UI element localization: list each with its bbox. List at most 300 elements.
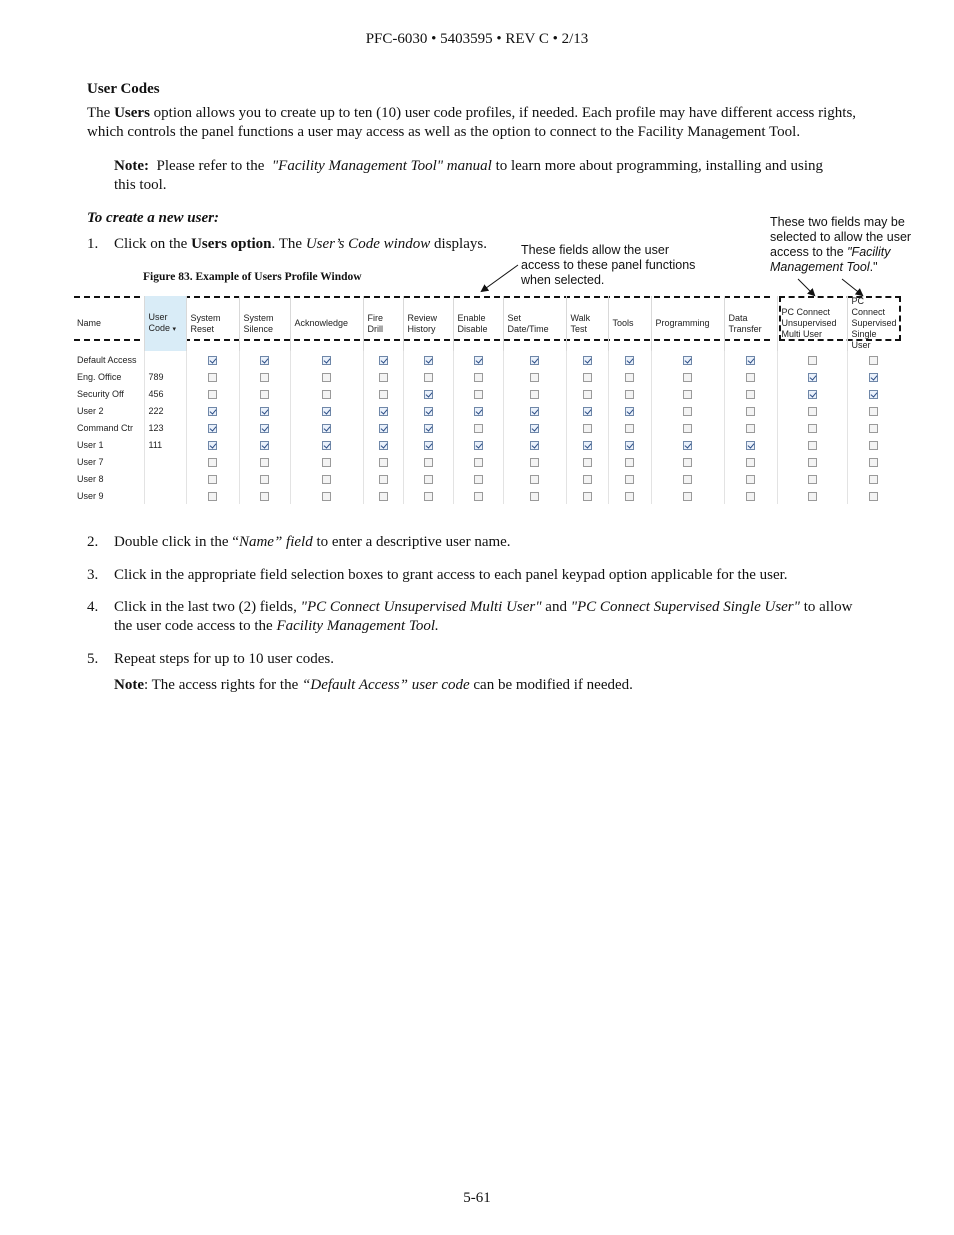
permission-checkbox[interactable] xyxy=(322,441,331,450)
step2-italic: Name” field xyxy=(238,534,313,550)
step-1-number: 1. xyxy=(87,236,99,252)
permission-checkbox[interactable] xyxy=(869,475,878,484)
step4-italic1: "PC Connect Unsupervised Multi User" xyxy=(300,599,542,615)
permission-checkbox[interactable] xyxy=(208,492,217,501)
permission-checkbox[interactable] xyxy=(683,407,692,416)
user-name-cell[interactable]: Eng. Office xyxy=(73,368,144,385)
permission-checkbox[interactable] xyxy=(474,407,483,416)
permission-cell xyxy=(651,385,724,402)
permission-checkbox[interactable] xyxy=(808,492,817,501)
permission-checkbox[interactable] xyxy=(583,458,592,467)
col-header-set-date-time[interactable]: Set Date/Time xyxy=(503,296,566,351)
permission-checkbox[interactable] xyxy=(869,492,878,501)
intro-post1: option allows you to create up to ten (10) user code profiles, if needed. Each profile may have different access rights, xyxy=(149,105,857,121)
permission-cell xyxy=(453,385,503,402)
note-2 xyxy=(114,676,633,695)
permission-cell xyxy=(724,453,777,470)
permission-checkbox[interactable] xyxy=(322,356,331,365)
sort-arrow-icon: ▾ xyxy=(172,326,177,333)
step1-bold: Users option xyxy=(191,236,272,252)
user-code-cell[interactable]: 222 xyxy=(144,402,186,419)
figure-caption: Figure 83. Example of Users Profile Window xyxy=(143,271,362,283)
permission-cell xyxy=(239,453,290,470)
table-row[interactable] xyxy=(73,351,899,368)
col-header-enable-disable[interactable]: Enable Disable xyxy=(453,296,503,351)
permission-checkbox[interactable] xyxy=(683,441,692,450)
permission-cell xyxy=(608,351,651,368)
permission-cell xyxy=(290,487,363,504)
permission-cell xyxy=(651,487,724,504)
permission-checkbox[interactable] xyxy=(260,424,269,433)
step4-italic2: "PC Connect Supervised Single User" xyxy=(570,599,800,615)
permission-cell xyxy=(724,487,777,504)
permission-cell xyxy=(503,385,566,402)
user-name-cell[interactable]: User 9 xyxy=(73,487,144,504)
permission-checkbox[interactable] xyxy=(474,373,483,382)
permission-cell xyxy=(186,453,239,470)
permission-checkbox[interactable] xyxy=(625,475,634,484)
permission-cell xyxy=(363,453,403,470)
user-code-cell[interactable] xyxy=(144,351,186,368)
permission-cell xyxy=(847,470,899,487)
permission-checkbox[interactable] xyxy=(583,390,592,399)
permission-cell xyxy=(566,368,608,385)
permission-checkbox[interactable] xyxy=(322,373,331,382)
user-name-cell[interactable]: User 1 xyxy=(73,436,144,453)
permission-checkbox[interactable] xyxy=(379,407,388,416)
table-row[interactable] xyxy=(73,470,899,487)
permission-cell xyxy=(503,487,566,504)
permission-checkbox[interactable] xyxy=(260,373,269,382)
permission-checkbox[interactable] xyxy=(625,390,634,399)
users-table xyxy=(73,296,899,504)
permission-checkbox[interactable] xyxy=(683,356,692,365)
table-row[interactable] xyxy=(73,385,899,402)
step-5-text: Repeat steps for up to 10 user codes. xyxy=(114,651,334,667)
user-code-cell[interactable]: 123 xyxy=(144,419,186,436)
permission-cell xyxy=(453,487,503,504)
permission-checkbox[interactable] xyxy=(530,424,539,433)
note1-post2: this tool. xyxy=(114,177,167,193)
permission-cell xyxy=(290,453,363,470)
permission-cell xyxy=(503,368,566,385)
permission-checkbox[interactable] xyxy=(808,441,817,450)
permission-cell xyxy=(777,419,847,436)
permission-cell xyxy=(186,419,239,436)
permission-cell xyxy=(363,436,403,453)
callout-right-line4-italic: Management Tool xyxy=(770,260,870,274)
permission-checkbox[interactable] xyxy=(683,492,692,501)
permission-checkbox[interactable] xyxy=(208,390,217,399)
section-title: User Codes xyxy=(87,81,160,97)
page-number: 5-61 xyxy=(463,1190,491,1206)
permission-cell xyxy=(290,368,363,385)
permission-cell xyxy=(566,351,608,368)
permission-cell xyxy=(363,385,403,402)
col-header-pc-connect-supervised[interactable]: PC Connect Supervised Single User xyxy=(851,296,897,350)
step-5-number: 5. xyxy=(87,651,99,667)
step1-italic: User’s Code window xyxy=(305,236,431,252)
permission-checkbox[interactable] xyxy=(808,373,817,382)
col-header-fire-drill[interactable]: Fire Drill xyxy=(363,296,403,351)
user-name-cell[interactable]: Command Ctr xyxy=(73,419,144,436)
step4-mid: and xyxy=(541,599,571,615)
step2-post: to enter a descriptive user name. xyxy=(312,534,511,550)
callout-left-line3: when selected. xyxy=(521,273,605,287)
col-header-name[interactable]: Name xyxy=(73,296,144,351)
permission-checkbox[interactable] xyxy=(808,424,817,433)
permission-checkbox[interactable] xyxy=(474,441,483,450)
permission-cell xyxy=(777,385,847,402)
step-3-number: 3. xyxy=(87,567,99,583)
permission-cell xyxy=(566,436,608,453)
permission-checkbox[interactable] xyxy=(530,407,539,416)
permission-cell xyxy=(651,453,724,470)
permission-checkbox[interactable] xyxy=(683,475,692,484)
permission-checkbox[interactable] xyxy=(746,424,755,433)
user-name-cell[interactable]: User 7 xyxy=(73,453,144,470)
note1-post1: to learn more about programming, installing and using xyxy=(491,158,823,174)
permission-checkbox[interactable] xyxy=(474,458,483,467)
step4-post: to allow xyxy=(799,599,853,615)
permission-cell xyxy=(724,470,777,487)
permission-cell xyxy=(566,385,608,402)
col-header-user-code[interactable]: User Code ▾ xyxy=(144,296,186,351)
intro-post2: which controls the panel functions a user may access as well as the option to connect to the Facility Management Tool. xyxy=(87,124,801,140)
step-2-number: 2. xyxy=(87,534,99,550)
step4-pre: Click in the last two (2) fields, xyxy=(114,599,301,615)
permission-checkbox[interactable] xyxy=(260,475,269,484)
callout-right-line3: access to the xyxy=(770,245,848,259)
permission-cell xyxy=(186,436,239,453)
permission-cell xyxy=(651,368,724,385)
permission-checkbox[interactable] xyxy=(625,458,634,467)
table-header-row xyxy=(73,296,899,351)
permission-checkbox[interactable] xyxy=(379,441,388,450)
permission-cell xyxy=(239,487,290,504)
permission-checkbox[interactable] xyxy=(746,475,755,484)
permission-cell xyxy=(608,385,651,402)
permission-cell xyxy=(847,385,899,402)
arrow-right-2-icon xyxy=(842,279,862,295)
permission-cell xyxy=(186,368,239,385)
permission-checkbox[interactable] xyxy=(530,475,539,484)
permission-cell xyxy=(239,470,290,487)
permission-checkbox[interactable] xyxy=(808,356,817,365)
permission-checkbox[interactable] xyxy=(260,390,269,399)
user-name-cell[interactable]: Default Access xyxy=(73,351,144,368)
permission-checkbox[interactable] xyxy=(424,475,433,484)
permission-cell xyxy=(403,368,453,385)
permission-cell xyxy=(847,368,899,385)
permission-cell xyxy=(651,436,724,453)
col-header-walk-test[interactable]: Walk Test xyxy=(566,296,608,351)
user-name-cell[interactable]: User 8 xyxy=(73,470,144,487)
permission-cell xyxy=(847,436,899,453)
permission-checkbox[interactable] xyxy=(583,407,592,416)
permission-cell xyxy=(847,487,899,504)
table-row[interactable] xyxy=(73,368,899,385)
permission-checkbox[interactable] xyxy=(208,441,217,450)
permission-checkbox[interactable] xyxy=(424,441,433,450)
permission-checkbox[interactable] xyxy=(746,441,755,450)
col-header-data-transfer[interactable]: Data Transfer xyxy=(724,296,777,351)
permission-cell xyxy=(608,402,651,419)
callout-left-line2: access to these panel functions xyxy=(521,258,696,272)
permission-cell xyxy=(403,419,453,436)
permission-cell xyxy=(363,419,403,436)
permission-cell xyxy=(290,470,363,487)
table-row[interactable] xyxy=(73,419,899,436)
permission-checkbox[interactable] xyxy=(869,424,878,433)
permission-cell xyxy=(608,470,651,487)
permission-checkbox[interactable] xyxy=(260,492,269,501)
permission-checkbox[interactable] xyxy=(808,407,817,416)
permission-checkbox[interactable] xyxy=(530,390,539,399)
permission-checkbox[interactable] xyxy=(869,458,878,467)
permission-cell xyxy=(403,436,453,453)
permission-cell xyxy=(186,351,239,368)
permission-checkbox[interactable] xyxy=(746,373,755,382)
permission-checkbox[interactable] xyxy=(474,424,483,433)
permission-cell xyxy=(608,368,651,385)
permission-checkbox[interactable] xyxy=(322,458,331,467)
permission-checkbox[interactable] xyxy=(869,356,878,365)
permission-cell xyxy=(566,470,608,487)
col-header-system-reset[interactable]: System Reset xyxy=(186,296,239,351)
permission-checkbox[interactable] xyxy=(322,424,331,433)
permission-cell xyxy=(453,453,503,470)
user-code-cell[interactable] xyxy=(144,453,186,470)
permission-cell xyxy=(503,453,566,470)
permission-checkbox[interactable] xyxy=(583,373,592,382)
permission-cell xyxy=(453,351,503,368)
user-code-cell[interactable]: 789 xyxy=(144,368,186,385)
permission-checkbox[interactable] xyxy=(808,390,817,399)
permission-cell xyxy=(186,402,239,419)
permission-checkbox[interactable] xyxy=(530,441,539,450)
permission-checkbox[interactable] xyxy=(625,356,634,365)
note2-label: Note xyxy=(114,677,144,693)
permission-checkbox[interactable] xyxy=(583,441,592,450)
permission-checkbox[interactable] xyxy=(208,424,217,433)
permission-cell xyxy=(290,419,363,436)
permission-cell xyxy=(453,419,503,436)
permission-cell xyxy=(724,385,777,402)
permission-cell xyxy=(186,470,239,487)
permission-checkbox[interactable] xyxy=(424,458,433,467)
permission-checkbox[interactable] xyxy=(808,458,817,467)
step-4 xyxy=(87,598,907,638)
permission-checkbox[interactable] xyxy=(379,373,388,382)
permission-checkbox[interactable] xyxy=(260,458,269,467)
permission-checkbox[interactable] xyxy=(322,475,331,484)
permission-checkbox[interactable] xyxy=(530,356,539,365)
permission-cell xyxy=(403,402,453,419)
note2-italic: “Default Access” user code xyxy=(302,677,470,693)
permission-checkbox[interactable] xyxy=(260,441,269,450)
permission-checkbox[interactable] xyxy=(424,407,433,416)
permission-checkbox[interactable] xyxy=(625,424,634,433)
table-row[interactable] xyxy=(73,453,899,470)
permission-checkbox[interactable] xyxy=(474,492,483,501)
permission-checkbox[interactable] xyxy=(530,458,539,467)
permission-checkbox[interactable] xyxy=(869,390,878,399)
permission-cell xyxy=(651,351,724,368)
permission-checkbox[interactable] xyxy=(746,356,755,365)
user-name-cell[interactable]: Security Off xyxy=(73,385,144,402)
user-code-cell[interactable] xyxy=(144,470,186,487)
col-header-system-silence[interactable]: System Silence xyxy=(239,296,290,351)
create-user-heading: To create a new user: xyxy=(87,210,219,226)
permission-checkbox[interactable] xyxy=(208,373,217,382)
permission-checkbox[interactable] xyxy=(379,424,388,433)
permission-checkbox[interactable] xyxy=(424,492,433,501)
permission-checkbox[interactable] xyxy=(683,390,692,399)
permission-cell xyxy=(239,436,290,453)
permission-checkbox[interactable] xyxy=(260,407,269,416)
col-header-programming[interactable]: Programming xyxy=(651,296,724,351)
col-header-review-history[interactable]: Review History xyxy=(403,296,453,351)
intro-bold: Users xyxy=(114,105,150,121)
permission-cell xyxy=(186,487,239,504)
permission-checkbox[interactable] xyxy=(474,356,483,365)
permission-checkbox[interactable] xyxy=(208,475,217,484)
callout-right-line2: selected to allow the user xyxy=(770,230,912,244)
permission-checkbox[interactable] xyxy=(625,492,634,501)
permission-cell xyxy=(290,351,363,368)
user-code-cell[interactable] xyxy=(144,487,186,504)
permission-checkbox[interactable] xyxy=(583,492,592,501)
permission-cell xyxy=(777,402,847,419)
step1-pre: Click on the xyxy=(114,236,192,252)
permission-checkbox[interactable] xyxy=(683,373,692,382)
permission-cell xyxy=(453,368,503,385)
permission-cell xyxy=(777,453,847,470)
permission-cell xyxy=(239,351,290,368)
permission-checkbox[interactable] xyxy=(746,492,755,501)
permission-checkbox[interactable] xyxy=(583,424,592,433)
permission-checkbox[interactable] xyxy=(746,407,755,416)
arrow-left-icon xyxy=(482,265,518,291)
permission-checkbox[interactable] xyxy=(474,390,483,399)
permission-checkbox[interactable] xyxy=(208,356,217,365)
note2-post: can be modified if needed. xyxy=(469,677,633,693)
permission-cell xyxy=(403,351,453,368)
permission-cell xyxy=(403,470,453,487)
permission-checkbox[interactable] xyxy=(530,492,539,501)
permission-checkbox[interactable] xyxy=(583,356,592,365)
permission-checkbox[interactable] xyxy=(474,475,483,484)
step4-line2-italic: Facility Management Tool. xyxy=(276,618,439,634)
user-code-cell[interactable]: 111 xyxy=(144,436,186,453)
note1-label: Note: xyxy=(114,158,149,174)
permission-checkbox[interactable] xyxy=(625,373,634,382)
permission-checkbox[interactable] xyxy=(808,475,817,484)
note1-pre: Please refer to the xyxy=(148,158,272,174)
permission-checkbox[interactable] xyxy=(869,407,878,416)
permission-cell xyxy=(777,470,847,487)
permission-cell xyxy=(503,351,566,368)
note1-italic: "Facility Management Tool" manual xyxy=(271,158,492,174)
page-header: PFC-6030 • 5403595 • REV C • 2/13 xyxy=(365,31,589,47)
permission-checkbox[interactable] xyxy=(683,424,692,433)
permission-checkbox[interactable] xyxy=(424,424,433,433)
permission-cell xyxy=(239,385,290,402)
permission-checkbox[interactable] xyxy=(208,458,217,467)
permission-checkbox[interactable] xyxy=(869,373,878,382)
table-row[interactable] xyxy=(73,436,899,453)
permission-checkbox[interactable] xyxy=(530,373,539,382)
permission-checkbox[interactable] xyxy=(322,492,331,501)
permission-checkbox[interactable] xyxy=(379,458,388,467)
permission-checkbox[interactable] xyxy=(424,373,433,382)
permission-checkbox[interactable] xyxy=(322,390,331,399)
col-header-acknowledge[interactable]: Acknowledge xyxy=(290,296,363,351)
permission-checkbox[interactable] xyxy=(683,458,692,467)
table-row[interactable] xyxy=(73,487,899,504)
step-3-text: Click in the appropriate field selection boxes to grant access to each panel keypad option applicable for the user. xyxy=(114,567,788,583)
intro-pre: The xyxy=(87,105,115,121)
permission-cell xyxy=(724,402,777,419)
permission-checkbox[interactable] xyxy=(322,407,331,416)
permission-cell xyxy=(566,487,608,504)
col-header-tools[interactable]: Tools xyxy=(608,296,651,351)
permission-cell xyxy=(363,470,403,487)
permission-checkbox[interactable] xyxy=(424,356,433,365)
permission-cell xyxy=(503,419,566,436)
permission-checkbox[interactable] xyxy=(746,390,755,399)
permission-cell xyxy=(503,470,566,487)
permission-cell xyxy=(608,487,651,504)
col-header-pc-connect-unsupervised[interactable]: PC Connect Unsupervised Multi User xyxy=(777,296,847,351)
permission-checkbox[interactable] xyxy=(746,458,755,467)
user-name-cell[interactable]: User 2 xyxy=(73,402,144,419)
permission-cell xyxy=(847,419,899,436)
permission-cell xyxy=(403,487,453,504)
table-row[interactable] xyxy=(73,402,899,419)
permission-checkbox[interactable] xyxy=(260,356,269,365)
permission-checkbox[interactable] xyxy=(625,407,634,416)
step2-pre: Double click in the “ xyxy=(114,534,239,550)
user-code-cell[interactable]: 456 xyxy=(144,385,186,402)
permission-checkbox[interactable] xyxy=(424,390,433,399)
step1-mid: . The xyxy=(271,236,306,252)
permission-cell xyxy=(363,402,403,419)
permission-cell xyxy=(724,436,777,453)
permission-checkbox[interactable] xyxy=(625,441,634,450)
permission-checkbox[interactable] xyxy=(869,441,878,450)
permission-cell xyxy=(239,419,290,436)
note-1 xyxy=(114,157,894,195)
permission-checkbox[interactable] xyxy=(379,492,388,501)
permission-cell xyxy=(724,368,777,385)
intro-paragraph xyxy=(87,104,907,142)
callout-left-line1: These fields allow the user xyxy=(521,243,669,257)
permission-cell xyxy=(777,368,847,385)
permission-cell xyxy=(777,351,847,368)
step-4-number: 4. xyxy=(87,599,99,615)
permission-checkbox[interactable] xyxy=(379,356,388,365)
permission-cell xyxy=(453,402,503,419)
step1-post: displays. xyxy=(430,236,487,252)
permission-checkbox[interactable] xyxy=(379,390,388,399)
permission-checkbox[interactable] xyxy=(583,475,592,484)
users-profile-window xyxy=(73,296,899,501)
permission-checkbox[interactable] xyxy=(208,407,217,416)
permission-cell xyxy=(503,436,566,453)
permission-checkbox[interactable] xyxy=(379,475,388,484)
